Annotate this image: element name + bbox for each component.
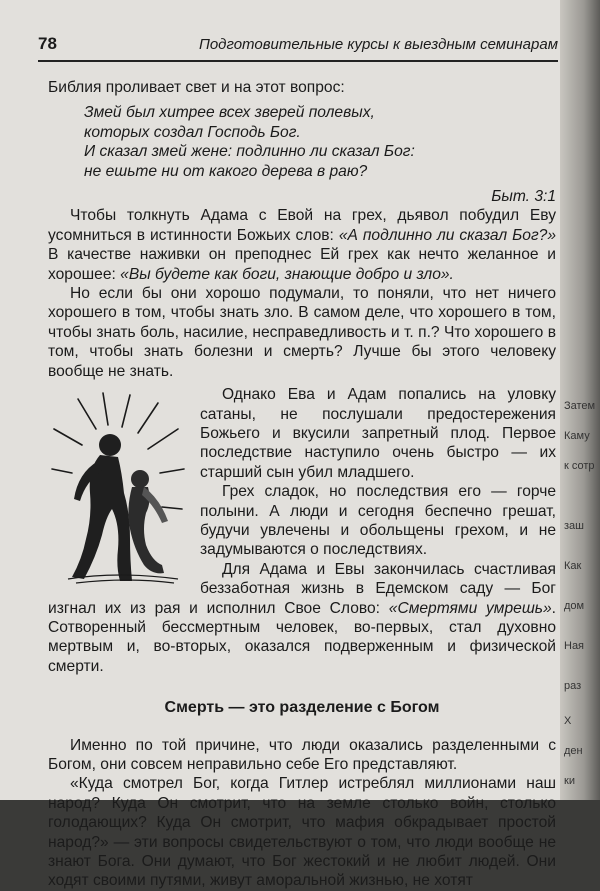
adjacent-page-text: Каму xyxy=(564,430,590,442)
adjacent-page-text: Как xyxy=(564,560,582,572)
body-text xyxy=(48,78,556,891)
adam-eve-illustration xyxy=(48,389,188,585)
illustrated-block xyxy=(48,385,556,676)
adjacent-page-text: Х xyxy=(564,715,572,727)
paragraph: Грех сладок, но последствия его — горче полыни. А люди и сегодня беспечно грешат, будучи увлечены и обольщены грехом, и не задумываются о последствиях. xyxy=(200,483,556,559)
intro-line: Библия проливает свет и на этот вопрос: xyxy=(48,79,345,96)
paragraph: «Куда смотрел Бог, когда Гитлер истреблял миллионами наш народ? Куда Он смотрит, что на земле столько войн, столько голодающих? Куда Он смотрит, что мафия обкрадывает простой народ?» — эти вопросы свидетельствуют о том, что люди вообще не знают Бога. Они думают, что Бог жестокий и не любит людей. Они ходят своими путями, живут аморальной жизнью, не хотят xyxy=(48,775,556,890)
page-header xyxy=(38,34,558,62)
quote-reference: Быт. 3:1 xyxy=(491,188,556,206)
adjacent-page-text: раз xyxy=(564,680,582,692)
adjacent-page-text: Затем xyxy=(564,400,596,412)
adjacent-page-text: к сотр xyxy=(564,460,595,472)
page-number: 78 xyxy=(38,34,57,53)
adjacent-page-text: Ная xyxy=(564,640,585,652)
section-title: Смерть — это разделение с Богом xyxy=(164,699,440,717)
adjacent-page-text: дом xyxy=(564,600,585,612)
paragraph: Чтобы толкнуть Адама с Евой на грех, дьявол побудил Еву усомниться в истинности Божьих слов: «А подлинно ли сказал Бог?» В качестве наживки он преподнес Ей грех как нечто желанное и хорошее: «Вы будете как боги, знающие добро и зло». xyxy=(48,207,556,283)
running-head: Подготовительные курсы к выездным семинарам xyxy=(198,36,558,53)
paragraph: Именно по той причине, что люди оказались разделенными с Богом, они совсем неправильно себе Его представляют. xyxy=(48,736,556,773)
paragraph: Но если бы они хорошо подумали, то поняли, что нет ничего хорошего в том, чтобы знать зло. В самом деле, что хорошего в том, чтобы знать боль, насилие, несправедливость и т. п.? Что хорошего в том, чтобы знать болезни и смерть? Лучше бы этого человеку вообще не знать. xyxy=(48,285,556,380)
adjacent-page-text: ден xyxy=(564,745,583,757)
paragraph: Однако Ева и Адам попались на уловку сатаны, не послушали предостережения Божьего и вкусили запретный плод. Первое последствие наступило очень быстро — их старший сын убил младшего. xyxy=(200,386,556,481)
quote-line: которых создал Господь Бог. xyxy=(84,123,301,141)
adjacent-page-text: ки xyxy=(564,775,575,787)
bible-quote xyxy=(84,103,556,181)
adjacent-page-edge xyxy=(560,0,600,800)
quote-line: Змей был хитрее всех зверей полевых, xyxy=(84,104,375,122)
quote-line: не ешьте ни от какого дерева в раю? xyxy=(84,162,368,180)
paragraph: Для Адама и Евы закончилась счастливая беззаботная жизнь в Едемском саду — Бог изгнал их из рая и исполнил Свое Слово: «Смертями умрешь». Сотворенный бессмертным человек, во-первых, стал духовно мертвым и, во-вторых, оказался подверженным и физической смерти. xyxy=(48,560,556,675)
quote-line: И сказал змей жене: подлинно ли сказал Бог: xyxy=(84,143,415,161)
adjacent-page-text: заш xyxy=(564,520,584,532)
